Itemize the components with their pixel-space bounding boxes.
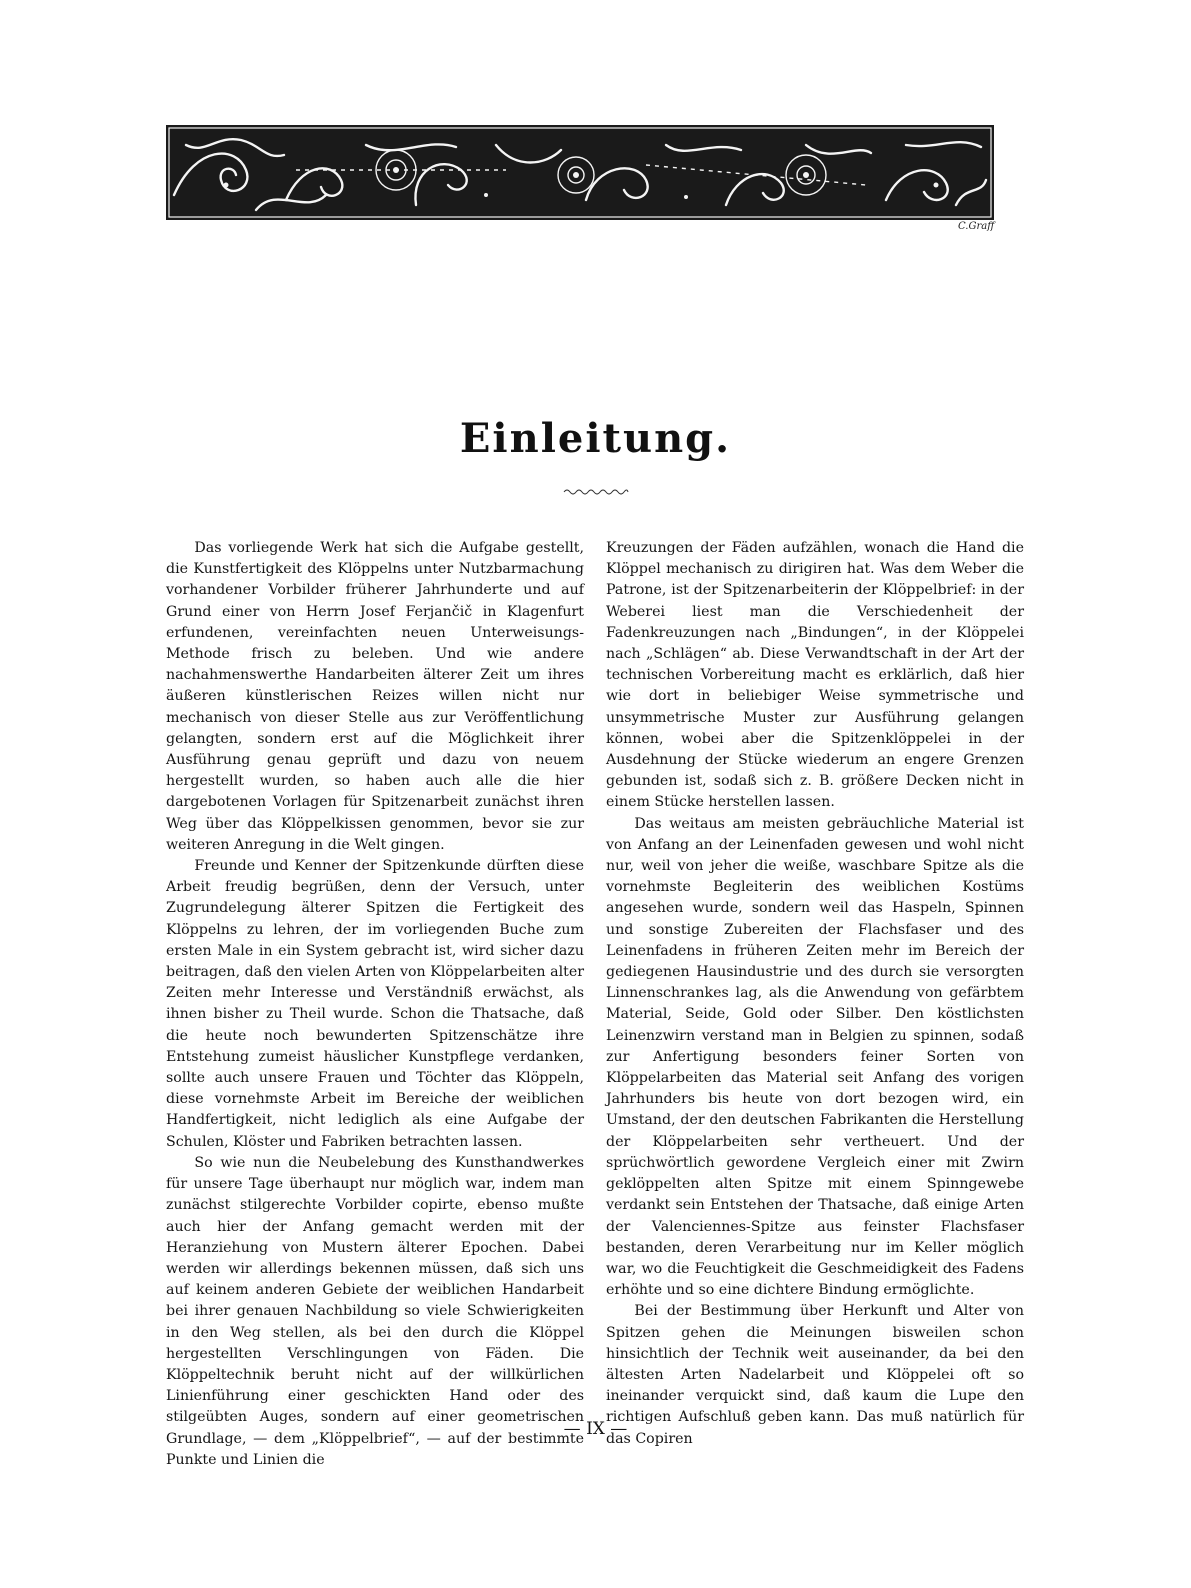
paragraph: Freunde und Kenner der Spitzenkunde dürften diese Arbeit freudig begrüßen, denn der Versuch, unter Zugrundelegung älterer Spitzen die Fertigkeit des Klöppelns zu lehren, der im vorliegenden Buche zum ersten Male in ein System gebracht ist, wird sicher dazu beitragen, daß den vielen Arten von Klöppelarbeiten alter Zeiten mehr Interesse und Verständniß erwächst, als ihnen bisher zu Theil wurde. Schon die Thatsache, daß die heute noch bewunderten Spitzenschätze ihre Entstehung zumeist häuslicher Kunstpflege verdanken, sollte auch unsere Frauen und Töchter das Klöppeln, diese vornehmste Arbeit im Bereiche der weiblichen Handfertigkeit, nicht lediglich als eine Aufgabe der Schulen, Klöster und Fabriken betrachten lassen. (166, 858, 584, 1150)
ornament-scrollwork-icon (166, 125, 994, 220)
paragraph: So wie nun die Neubelebung des Kunsthandwerkes für unsere Tage überhaupt nur möglich war, indem man zunächst stilgerechte Vorbilder copirte, ebenso mußte auch hier der Anfang gemacht werden mit der Heranziehung von Mustern älterer Epochen. Dabei werden wir allerdings bekennen müssen, daß sich uns auf keinem anderen Gebiete der weiblichen Handarbeit bei ihrer genauen Nachbildung so viele Schwierigkeiten in den Weg stellen, als bei den durch die Klöppel hergestellten Verschlingungen von Fäden. Die Klöppeltechnik beruht nicht auf der willkürlichen Linienführung einer geschickten Hand oder des stilgeübten Auges, sondern auf einer geometrischen Grundlage, — dem „Klöppelbrief“, — auf der bestimmte Punkte und Linien die (166, 1154, 584, 1468)
text-column-right (606, 538, 1024, 1450)
ornamental-header-banner (166, 125, 994, 220)
wavy-divider-icon (563, 488, 629, 496)
artist-signature: C.Graff (958, 221, 995, 232)
chapter-title: Einleitung. (459, 415, 732, 462)
paragraph: Das weitaus am meisten gebräuchliche Material ist von Anfang an der Leinenfaden gewesen und wohl nicht nur, weil von jeher die weiße, waschbare Spitze als die vornehmste Begleiterin des weiblichen Kostüms angesehen wurde, sondern weil das Haspeln, Spinnen und sonstige Zubereiten der Flachsfaser und des Leinenfadens in früheren Zeiten mehr im Bereich der gediegenen Hausindustrie und des durch sie versorgten Linnenschrankes lag, als die Anwendung von gefärbtem Material, Seide, Gold oder Silber. Den köstlichsten Leinenzwirn verstand man in Belgien zu spinnen, sodaß zur Anfertigung besonders feiner Sorten von Klöppelarbeiten das Material seit Anfang des vorigen Jahrhunders bis heute von dort bezogen wird, ein Umstand, der den deutschen Fabrikanten die Herstellung der Klöppelarbeiten sehr vertheuert. Und der sprüchwörtlich gewordene Vergleich einer mit Zwirn geklöppelten alten Spitze mit einem Spinngewebe verdankt sein Entstehen der Thatsache, daß einige Arten der Valenciennes-Spitze aus feinster Flachsfaser bestanden, deren Verarbeitung nur im Keller möglich war, wo die Feuchtigkeit die Geschmeidigkeit des Fadens erhöhte und so eine dichtere Bindung ermöglichte. (606, 815, 1024, 1299)
paragraph: Das vorliegende Werk hat sich die Aufgabe gestellt, die Kunstfertigkeit des Klöppelns unter Nutzbarmachung vorhandener Vorbilder früherer Jahrhunderte und auf Grund einer von Herrn Josef Ferjančič in Klagenfurt erfundenen, vereinfachten neuen Unterweisungs-Methode frisch zu beleben. Und wie andere nachahmenswerthe Handarbeiten älterer Zeit um ihres äußeren künstlerischen Reizes willen nicht nur mechanisch von dieser Stelle aus zur Veröffentlichung gelangten, sondern erst auf die Möglichkeit ihrer Ausführung genau geprüft und dazu von neuem hergestellt wurden, so haben auch alle die hier dargebotenen Vorlagen für Spitzenarbeit zunächst ihren Weg über das Klöppelkissen genommen, bevor sie zur weiteren Anregung in die Welt gingen. (166, 540, 584, 853)
paragraph: Bei der Bestimmung über Herkunft und Alter von Spitzen gehen die Meinungen bisweilen schon hinsichtlich der Technik weit auseinander, da bei den ältesten Arten Nadelarbeit und Klöppelei oft so ineinander verquickt sind, daß kaum die Lupe den richtigen Aufschluß geben kann. Das muß natürlich für das Copiren (606, 1303, 1024, 1447)
paragraph: Kreuzungen der Fäden aufzählen, wonach die Hand die Klöppel mechanisch zu dirigiren hat. Was dem Weber die Patrone, ist der Spitzenarbeiterin der Klöppelbrief: in der Weberei liest man die Verschiedenheit der Fadenkreuzungen nach „Bindungen“, in der Klöppelei nach „Schlägen“ ab. Diese Verwandtschaft in der Art der technischen Vorbereitung macht es erklärlich, daß hier wie dort in beliebiger Weise symmetrische und unsymmetrische Muster zur Ausführung gelangen können, wobei aber die Spitzenklöppelei in der Ausdehnung der Stücke wiederum an engere Grenzen gebunden ist, sodaß sich z. B. größere Decken nicht in einem Stücke herstellen lassen. (606, 540, 1024, 811)
page-number: — IX — (563, 1419, 628, 1439)
text-column-left (166, 538, 584, 1471)
